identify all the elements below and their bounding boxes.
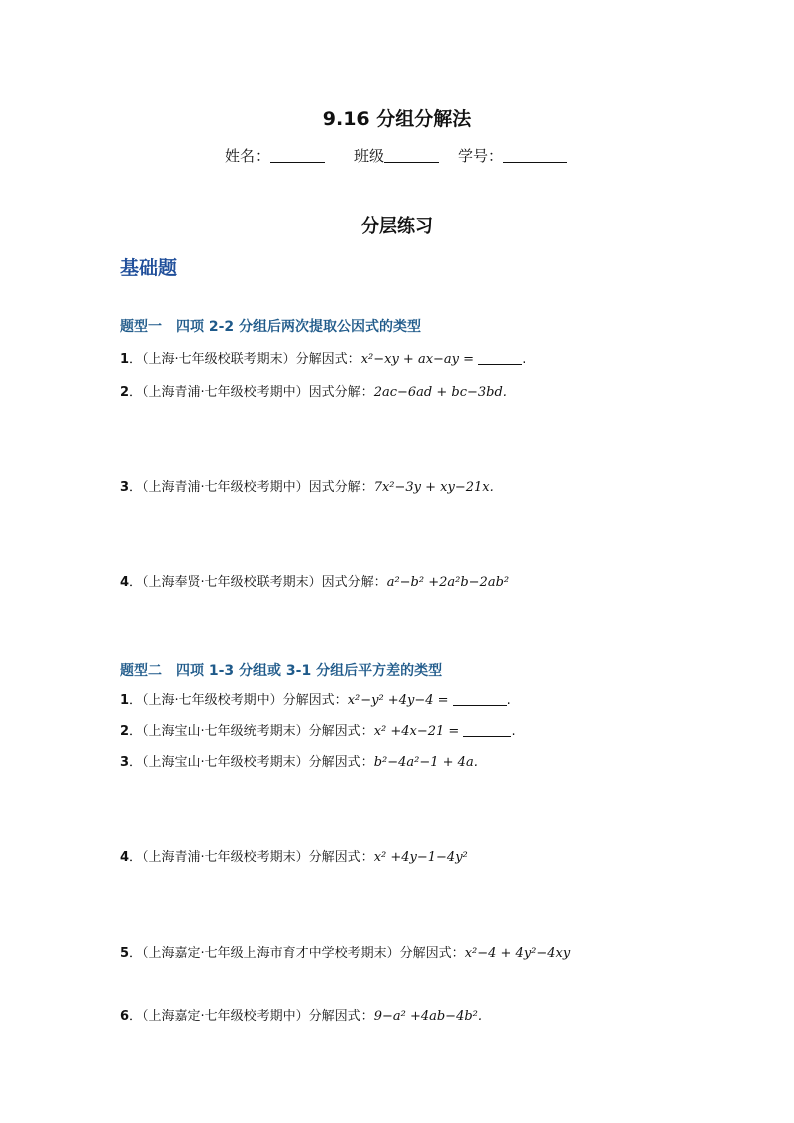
math-expression: x² +4y−1−4y² (373, 850, 468, 865)
question-number: 3 (120, 480, 130, 495)
question-tail: . (511, 724, 516, 739)
question-number: 5 (120, 946, 130, 961)
question-source: ．（上海嘉定·七年级上海市育才中学校考期末）分解因式： (129, 946, 465, 961)
math-expression: x²−4 + 4y²−4xy (464, 946, 571, 961)
math-expression: 2ac−6ad + bc−3bd. (373, 385, 507, 400)
name-blank[interactable] (270, 146, 325, 163)
math-expression: x²−y² +4y−4 = (347, 693, 449, 708)
question-1-1 (120, 348, 526, 367)
class-label: 班级 (354, 147, 385, 165)
answer-blank[interactable] (453, 692, 507, 706)
class-field (354, 145, 439, 166)
id-label: 学号： (458, 147, 504, 165)
question-number: 4 (120, 575, 130, 590)
question-number: 4 (120, 850, 130, 865)
level-heading: 基础题 (120, 257, 178, 279)
id-blank[interactable] (503, 146, 567, 163)
question-source: ．（上海·七年级校联考期末）分解因式： (129, 352, 361, 367)
id-field (458, 145, 567, 166)
question-number: 3 (120, 755, 130, 770)
question-source: ．（上海嘉定·七年级校考期中）分解因式： (129, 1009, 374, 1024)
math-expression: 9−a² +4ab−4b². (373, 1009, 483, 1024)
class-blank[interactable] (384, 146, 439, 163)
question-1-4 (120, 571, 509, 590)
question-source: ．（上海青浦·七年级校考期中）因式分解： (129, 480, 374, 495)
math-expression: x²−xy + ax−ay = (360, 352, 475, 367)
question-1-2 (120, 381, 507, 400)
question-source: ．（上海青浦·七年级校考期中）因式分解： (129, 385, 374, 400)
section-1-title: 题型一 四项 2-2 分组后两次提取公因式的类型 (120, 319, 422, 335)
answer-blank[interactable] (463, 723, 511, 737)
question-source: ．（上海宝山·七年级统考期末）分解因式： (129, 724, 374, 739)
question-2-1 (120, 689, 511, 708)
page-title: 9.16 分组分解法 (322, 108, 472, 130)
question-tail: . (522, 352, 527, 367)
question-2-2 (120, 720, 516, 739)
question-number: 1 (120, 693, 130, 708)
question-source: ．（上海宝山·七年级校考期末）分解因式： (129, 755, 374, 770)
answer-blank[interactable] (478, 351, 522, 365)
section-2-title: 题型二 四项 1-3 分组或 3-1 分组后平方差的类型 (120, 663, 443, 679)
question-number: 2 (120, 724, 130, 739)
question-source: ．（上海·七年级校考期中）分解因式： (129, 693, 348, 708)
name-field (225, 145, 325, 166)
question-tail: . (506, 693, 511, 708)
question-number: 1 (120, 352, 130, 367)
question-source: ．（上海青浦·七年级校考期末）分解因式： (129, 850, 374, 865)
question-2-5 (120, 942, 570, 961)
question-2-3 (120, 751, 478, 770)
question-2-6 (120, 1005, 482, 1024)
question-source: ．（上海奉贤·七年级校联考期末）因式分解： (129, 575, 387, 590)
math-expression: 7x²−3y + xy−21x. (373, 480, 494, 495)
math-expression: a²−b² +2a²b−2ab² (386, 575, 510, 590)
name-label: 姓名： (225, 147, 271, 165)
question-number: 2 (120, 385, 130, 400)
question-number: 6 (120, 1009, 130, 1024)
math-expression: x² +4x−21 = (373, 724, 460, 739)
question-1-3 (120, 476, 494, 495)
section-subtitle: 分层练习 (361, 216, 433, 237)
question-2-4 (120, 846, 468, 865)
math-expression: b²−4a²−1 + 4a. (373, 755, 478, 770)
